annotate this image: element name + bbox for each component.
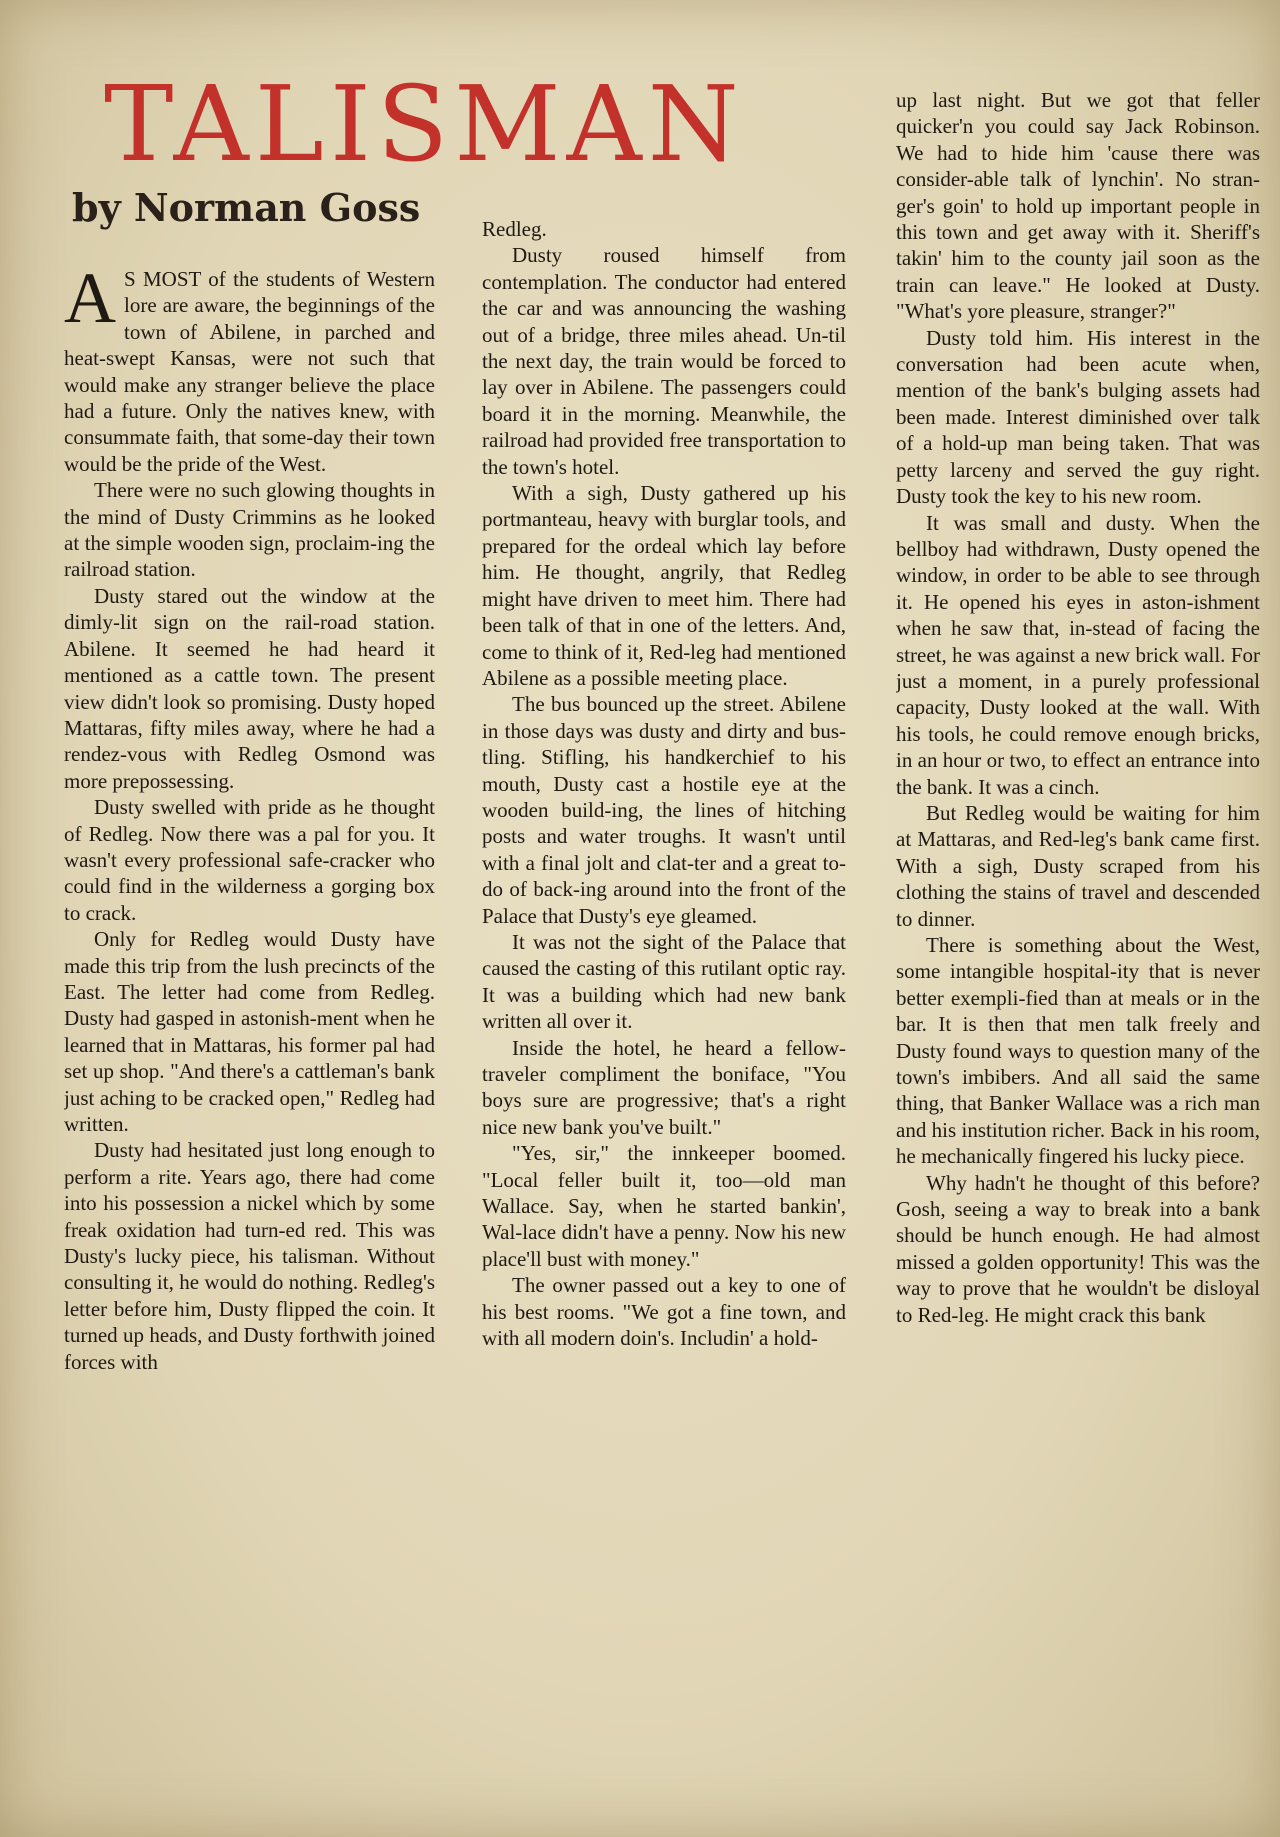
paragraph: Why hadn't he thought of this before? Gosh, seeing a way to break into a bank should be hunch enough. He had almost missed a golden opportunity! This was the way to prove that he wouldn't be disloyal to Red-leg. He might crack this bank [896, 1170, 1260, 1327]
drop-cap: A [64, 266, 116, 338]
paragraph: Inside the hotel, he heard a fellow-traveler compliment the boniface, "You boys sure are progressive; that's a right nice new bank you've built." [482, 1035, 846, 1139]
paragraph: It was not the sight of the Palace that caused the casting of this rutilant optic ray. It was a building which had new bank written all over it. [482, 929, 846, 1034]
paragraph: The owner passed out a key to one of his best rooms. "We got a fine town, and with all modern doin's. Includin' a hold- [482, 1273, 846, 1351]
paragraph: The bus bounced up the street. Abilene in those days was dusty and dirty and bus-tling. Stifling, his handkerchief to his mouth, Dusty cast a hostile eye at the wooden build-ing, the lines of hitching posts and water troughs. It wasn't until with a final jolt and clat-ter and a great to-do of back-ing around into the front of the Palace that Dusty's eye gleamed. [482, 692, 846, 928]
paragraph: There were no such glowing thoughts in the mind of Dusty Crimmins as he looked at the simple wooden sign, proclaim-ing the railroad station. [64, 478, 435, 582]
paragraph: Dusty stared out the window at the dimly-lit sign on the rail-road station. Abilene. It seemed he had heard it mentioned as a cattle town. The present view didn't look so promising. Dusty hoped Mattaras, fifty miles away, where he had a rendez-vous with Redleg Osmond was more prepossessing. [64, 583, 435, 793]
paragraph: up last night. But we got that feller quicker'n you could say Jack Robinson. We had to hide him 'cause there was consider-able talk of lynchin'. No stran-ger's goin' to hold up important people in this town and get away with it. Sheriff's takin' him to the county jail soon as the train can leave." He looked at Dusty. "What's yore pleasure, stranger?" [896, 88, 1260, 324]
paragraph: With a sigh, Dusty gathered up his portmanteau, heavy with burglar tools, and prepared for the ordeal which lay before him. He thought, angrily, that Redleg might have driven to meet him. There had been talk of that in one of the letters. And, come to think of it, Red-leg had mentioned Abilene as a possible meeting place. [482, 481, 846, 690]
text-column-1 [64, 266, 435, 1746]
paragraph: Dusty roused himself from contemplation. The conductor had entered the car and was announcing the washing out of a bridge, three miles ahead. Un-til the next day, the train would be forced to lay over in Abilene. The passengers could board it in the morning. Meanwhile, the railroad had provided free transportation to the town's hotel. [482, 243, 846, 479]
paragraph [64, 266, 435, 477]
story-byline: by Norman Goss [72, 185, 421, 230]
paragraph: Redleg. [482, 217, 547, 241]
text-column-2 [482, 216, 846, 1716]
paragraph: Dusty swelled with pride as he thought of Redleg. Now there was a pal for you. It wasn't every professional safe-cracker who could find in the wilderness a gorging box to crack. [64, 795, 435, 925]
story-title: TALISMAN [104, 63, 745, 185]
paragraph: "Yes, sir," the innkeeper boomed. "Local feller built it, too—old man Wallace. Say, when he started bankin', Wal-lace didn't have a penny. Now his new place'll bust with money." [482, 1141, 846, 1271]
paragraph: There is something about the West, some intangible hospital-ity that is never better exempli-fied than at meals or in the bar. It is then that men talk freely and Dusty found ways to question many of the town's imbibers. And all said the same thing, that Banker Wallace was a rich man and his institution richer. Back in his room, he mechanically fingered his lucky piece. [896, 933, 1260, 1169]
paragraph: But Redleg would be waiting for him at Mattaras, and Red-leg's bank came first. With a sigh, Dusty scraped from his clothing the stains of travel and descended to dinner. [896, 800, 1260, 931]
paragraph: It was small and dusty. When the bellboy had withdrawn, Dusty opened the window, in order to be able to see through it. He opened his eyes in aston-ishment when he saw that, in-stead of facing the street, he was against a new brick wall. For just a moment, in a purely professional capacity, Dusty looked at the wall. With his tools, he could remove enough bricks, in an hour or two, to effect an entrance into the bank. It was a cinch. [896, 510, 1260, 799]
paragraph-text: S MOST of the students of Western lore are aware, the beginnings of the town of Abilene, in parched and heat-swept Kansas, were not such that would make any stranger believe the place had a future. Only the natives knew, with consummate faith, that some-day their town would be the pride of the West. [64, 267, 435, 476]
paragraph: Dusty told him. His interest in the conversation had been acute when, mention of the bank's bulging assets had been made. Interest diminished over talk of a hold-up man being taken. That was petty larceny and served the guy right. Dusty took the key to his new room. [896, 325, 1260, 509]
text-column-3 [896, 87, 1260, 1727]
paragraph: Dusty had hesitated just long enough to perform a rite. Years ago, there had come into his possession a nickel which by some freak oxidation had turn-ed red. This was Dusty's lucky piece, his talisman. Without consulting it, he would do nothing. Redleg's letter before him, Dusty flipped the coin. It turned up heads, and Dusty forthwith joined forces with [64, 1138, 435, 1374]
paragraph: Only for Redleg would Dusty have made this trip from the lush precincts of the East. The letter had come from Redleg. Dusty had gasped in astonish-ment when he learned that in Mattaras, his former pal had set up shop. "And there's a cattleman's bank just aching to be cracked open," Redleg had written. [64, 927, 435, 1136]
